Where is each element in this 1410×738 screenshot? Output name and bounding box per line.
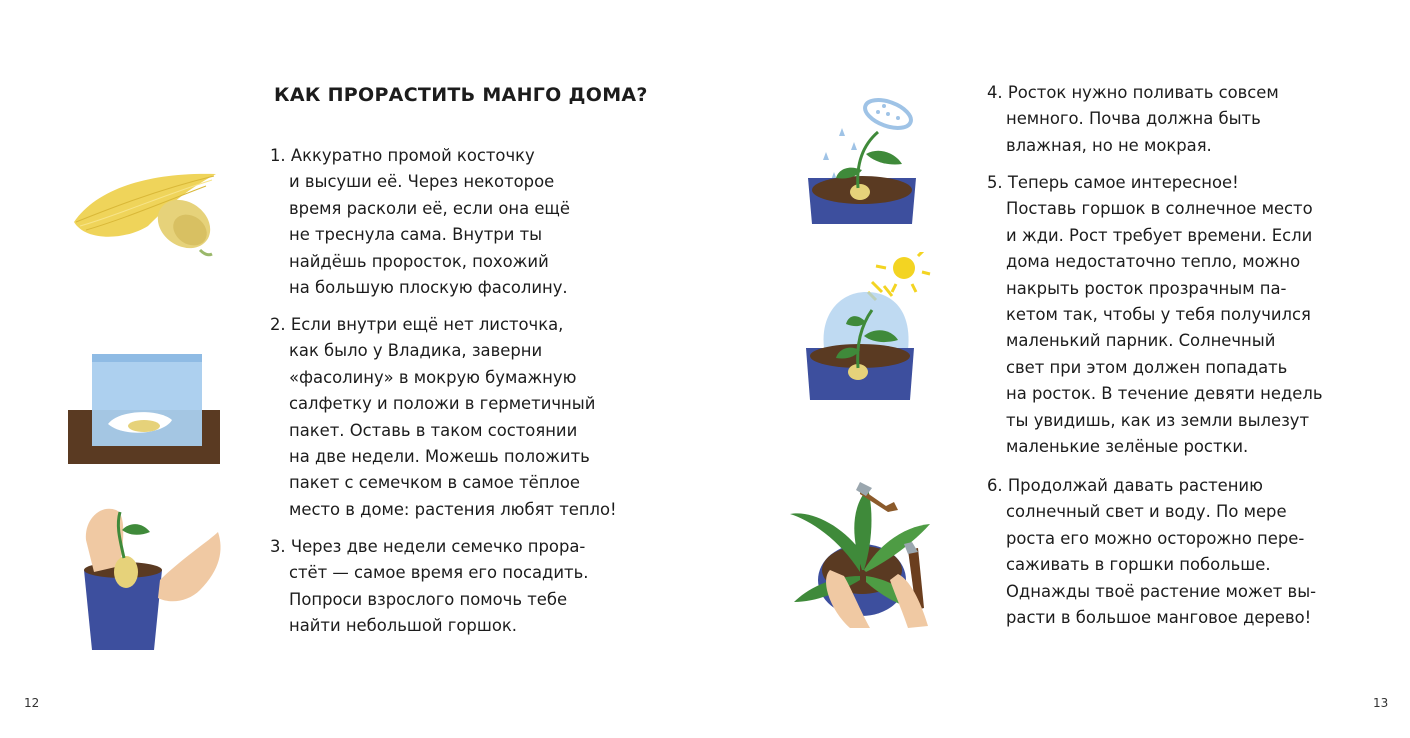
page-number-left: 12 bbox=[24, 696, 40, 710]
step-line: кетом так, чтобы у тебя получился bbox=[1006, 305, 1311, 325]
step-line bbox=[987, 170, 1323, 196]
step-line: немного. Почва должна быть bbox=[1006, 109, 1261, 129]
step-4 bbox=[987, 80, 1279, 159]
seed-in-bag-icon bbox=[68, 354, 222, 466]
step-line: саживать в горшки побольше. bbox=[1006, 555, 1271, 575]
step-line: найдёшь проросток, похожий bbox=[289, 251, 549, 271]
step-text: Теперь самое интересное! bbox=[1007, 173, 1239, 192]
page-number-right: 13 bbox=[1373, 696, 1389, 710]
step-line: не треснула сама. Внутри ты bbox=[289, 225, 543, 245]
step-2 bbox=[270, 312, 617, 523]
step-line: найти небольшой горшок. bbox=[289, 616, 517, 636]
step-line: стёт — самое время его посадить. bbox=[289, 563, 589, 583]
step-line bbox=[987, 473, 1316, 499]
step-line: накрыть росток прозрачным па- bbox=[1006, 278, 1287, 298]
step-number: 1. bbox=[270, 146, 286, 165]
step-line: роста его можно осторожно пере- bbox=[1006, 528, 1305, 548]
watering-sprout-icon bbox=[808, 92, 928, 224]
step-line: дома недостаточно тепло, можно bbox=[1006, 252, 1301, 272]
step-line: и жди. Рост требует времени. Если bbox=[1006, 225, 1313, 245]
step-line: и высуши её. Через некоторое bbox=[289, 172, 555, 192]
step-line: салфетку и положи в герметичный bbox=[289, 394, 596, 414]
step-line: «фасолину» в мокрую бумажную bbox=[289, 367, 577, 387]
step-line: пакет с семечком в самое тёплое bbox=[289, 473, 581, 493]
step-line: на две недели. Можешь положить bbox=[289, 447, 590, 467]
step-line: на росток. В течение девяти недель bbox=[1006, 384, 1323, 404]
step-text: Росток нужно поливать совсем bbox=[1007, 83, 1279, 102]
step-line: расти в большое манговое дерево! bbox=[1006, 608, 1312, 628]
step-6 bbox=[987, 473, 1316, 631]
step-line bbox=[987, 80, 1279, 106]
step-line: солнечный свет и воду. По мере bbox=[1006, 502, 1287, 522]
mango-pit-icon bbox=[66, 160, 226, 264]
step-line bbox=[270, 534, 588, 560]
greenhouse-sprout-icon bbox=[806, 252, 936, 402]
step-number: 3. bbox=[270, 537, 286, 556]
step-line: маленький парник. Солнечный bbox=[1006, 331, 1276, 351]
step-line: Попроси взрослого помочь тебе bbox=[289, 589, 568, 609]
page-title: КАК ПРОРАСТИТЬ МАНГО ДОМА? bbox=[274, 84, 648, 106]
step-5 bbox=[987, 170, 1323, 460]
step-line: место в доме: растения любят тепло! bbox=[289, 499, 617, 519]
step-line: ты увидишь, как из земли вылезут bbox=[1006, 410, 1310, 430]
step-number: 6. bbox=[987, 476, 1003, 495]
step-number: 5. bbox=[987, 173, 1003, 192]
step-number: 4. bbox=[987, 83, 1003, 102]
step-number: 2. bbox=[270, 315, 286, 334]
step-line: пакет. Оставь в таком состоянии bbox=[289, 420, 578, 440]
repotting-plant-icon bbox=[790, 480, 940, 630]
step-text: Аккуратно промой косточку bbox=[290, 146, 535, 165]
step-line: Поставь горшок в солнечное место bbox=[1006, 199, 1313, 219]
step-1 bbox=[270, 143, 570, 301]
step-line: как было у Владика, заверни bbox=[289, 341, 543, 361]
step-text: Если внутри ещё нет листочка, bbox=[290, 315, 564, 334]
planting-seed-icon bbox=[80, 500, 224, 652]
step-line: Однажды твоё растение может вы- bbox=[1006, 581, 1317, 601]
step-line bbox=[270, 312, 617, 338]
step-line bbox=[270, 143, 570, 169]
step-line: время расколи её, если она ещё bbox=[289, 198, 570, 218]
step-3 bbox=[270, 534, 588, 640]
step-text: Продолжай давать растению bbox=[1007, 476, 1263, 495]
step-line: свет при этом должен попадать bbox=[1006, 357, 1288, 377]
step-line: маленькие зелёные ростки. bbox=[1006, 437, 1249, 457]
step-line: влажная, но не мокрая. bbox=[1006, 135, 1212, 155]
step-line: на большую плоскую фасолину. bbox=[289, 278, 568, 298]
step-text: Через две недели семечко прора- bbox=[290, 537, 586, 556]
